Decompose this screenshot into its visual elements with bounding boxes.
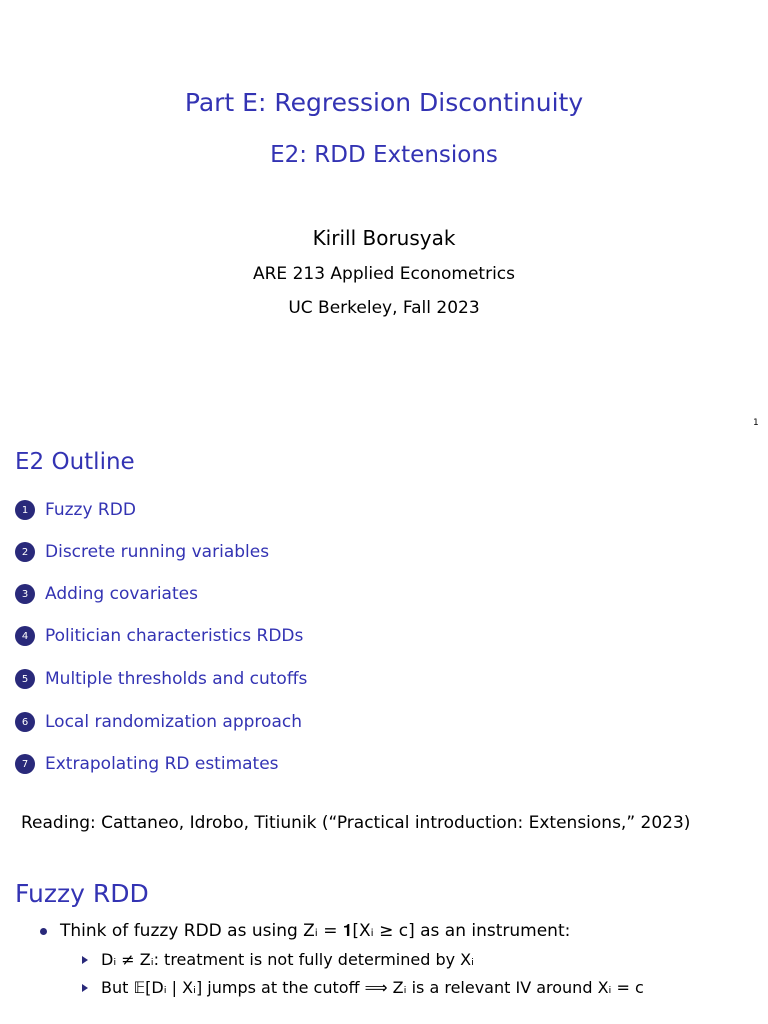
page-number: 1 <box>753 418 759 428</box>
outline-item-label: Extrapolating RD estimates <box>45 754 279 774</box>
outline-number-badge: 3 <box>15 584 35 604</box>
section-title: Fuzzy RDD <box>15 879 149 908</box>
bullet-dot-icon <box>40 928 47 935</box>
outline-number-badge: 1 <box>15 500 35 520</box>
outline-number-badge: 7 <box>15 754 35 774</box>
sub-bullet-item <box>82 950 474 969</box>
triangle-bullet-icon <box>82 956 88 964</box>
outline-number-badge: 2 <box>15 542 35 562</box>
outline-item-label: Fuzzy RDD <box>45 500 136 520</box>
outline-item-label: Discrete running variables <box>45 542 270 562</box>
outline-title: E2 Outline <box>15 449 135 475</box>
outline-item-fuzzy-rdd[interactable] <box>15 500 136 520</box>
outline-item-label: Local randomization approach <box>45 712 302 732</box>
triangle-bullet-icon <box>82 984 88 992</box>
sub-bullet-item <box>82 978 644 997</box>
outline-number-badge: 5 <box>15 669 35 689</box>
outline-item-multiple-thresholds[interactable] <box>15 669 307 689</box>
author-name: Kirill Borusyak <box>312 226 456 250</box>
outline-item-label: Multiple thresholds and cutoffs <box>45 669 308 689</box>
course-name: ARE 213 Applied Econometrics <box>252 264 515 284</box>
bullet-item <box>40 921 570 941</box>
outline-item-covariates[interactable] <box>15 584 198 604</box>
sub-bullet-text: Dᵢ ≠ Zᵢ: treatment is not fully determined by Xᵢ <box>101 950 474 969</box>
outline-item-extrapolating[interactable] <box>15 754 279 774</box>
outline-item-label: Politician characteristics RDDs <box>45 626 304 646</box>
outline-number-badge: 6 <box>15 712 35 732</box>
outline-item-discrete-running[interactable] <box>15 542 269 562</box>
outline-item-politician[interactable] <box>15 626 303 646</box>
slide-title: Part E: Regression Discontinuity <box>184 88 584 117</box>
outline-item-local-randomization[interactable] <box>15 712 302 732</box>
reading-note: Reading: Cattaneo, Idrobo, Titiunik (“Practical introduction: Extensions,” 2023) <box>21 813 691 833</box>
institution-term: UC Berkeley, Fall 2023 <box>288 298 480 318</box>
outline-number-badge: 4 <box>15 626 35 646</box>
outline-item-label: Adding covariates <box>45 584 198 604</box>
bullet-text: Think of fuzzy RDD as using Zᵢ = 𝟏[Xᵢ ≥ c] as an instrument: <box>60 921 571 941</box>
slide-subtitle: E2: RDD Extensions <box>270 142 498 168</box>
sub-bullet-text: But 𝔼[Dᵢ | Xᵢ] jumps at the cutoff ⟹ Zᵢ is a relevant IV around Xᵢ = c <box>101 978 644 997</box>
